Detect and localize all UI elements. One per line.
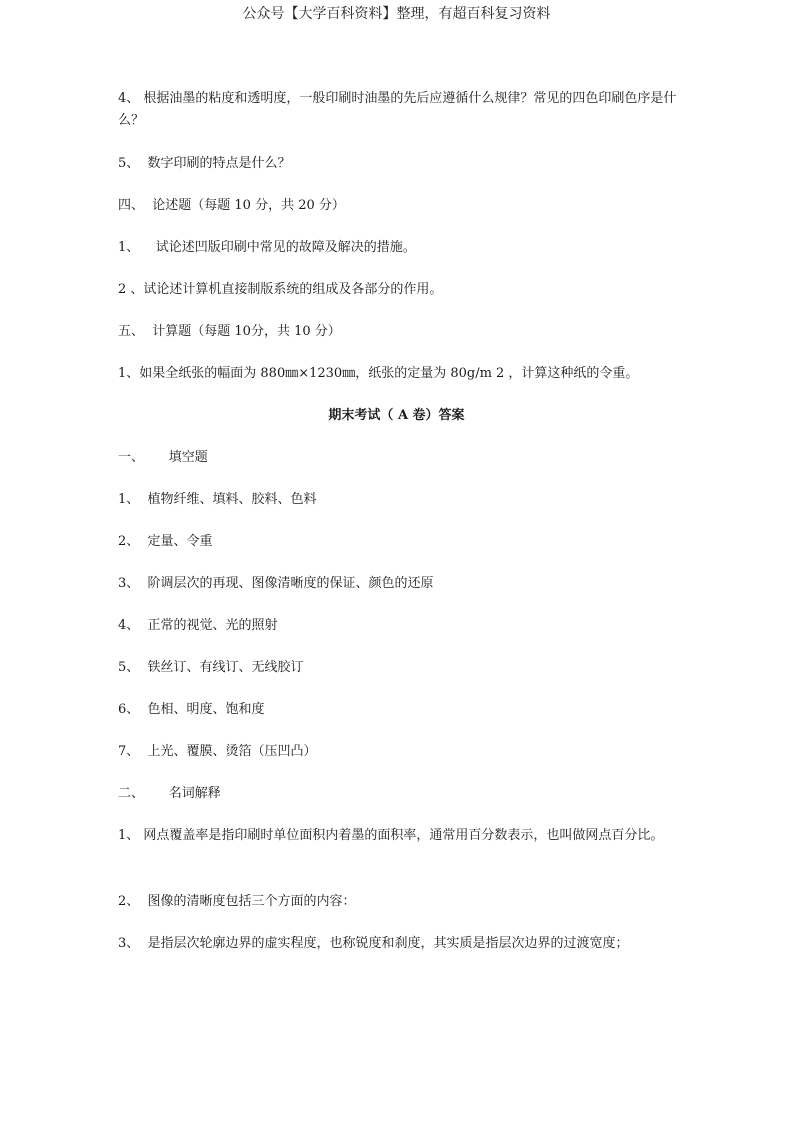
- section-4-question-1: 1、 试论述凹版印刷中常见的故障及解决的措施。: [118, 240, 416, 255]
- answer-2-2: 2、 图像的清晰度包括三个方面的内容：: [118, 894, 356, 909]
- answer-1-7: 7、 上光、覆膜、烫箔（压凹凸）: [118, 744, 317, 759]
- answer-2-3: 3、 是指层次轮廓边界的虚实程度，也称锐度和刹度，其实质是指层次边界的过渡宽度；: [118, 936, 629, 951]
- answer-1-5: 5、 铁丝订、有线订、无线胶订: [118, 660, 304, 675]
- section-5-question-1: 1、如果全纸张的幅面为 880㎜×1230㎜，纸张的定量为 80g/m 2 ，计算这种纸的令重。: [118, 366, 639, 381]
- answer-1-3: 3、 阶调层次的再现、图像清晰度的保证、颜色的还原: [118, 576, 434, 591]
- section-4-heading: 四、 论述题（每题 10 分，共 20 分）: [118, 198, 345, 213]
- section-5-heading: 五、 计算题（每题 10分，共 10 分）: [118, 324, 341, 339]
- answer-section-1-heading: 一、 填空题: [118, 450, 208, 465]
- answer-1-2: 2、 定量、令重: [118, 534, 213, 549]
- answer-section-2-heading: 二、 名词解释: [118, 786, 221, 801]
- question-5: 5、 数字印刷的特点是什么？: [118, 156, 291, 171]
- question-4: 4、 根据油墨的粘度和透明度，一般印刷时油墨的先后应遵循什么规律？常见的四色印刷色序是什么？: [118, 91, 677, 128]
- answer-2-1: 1、 网点覆盖率是指印刷时单位面积内着墨的面积率，通常用百分数表示，也叫做网点百分比。: [118, 828, 664, 843]
- answer-1-4: 4、 正常的视觉、光的照射: [118, 618, 278, 633]
- answer-1-1: 1、 植物纤维、填料、胶料、色料: [118, 492, 317, 507]
- answer-title: 期末考试（ A 卷）答案: [328, 408, 465, 423]
- page-header: 公众号【大学百科资料】整理，有超百科复习资料: [242, 6, 551, 22]
- section-4-question-2: 2 、试论述计算机直接制版系统的组成及各部分的作用。: [118, 282, 443, 297]
- answer-1-6: 6、 色相、明度、饱和度: [118, 702, 265, 717]
